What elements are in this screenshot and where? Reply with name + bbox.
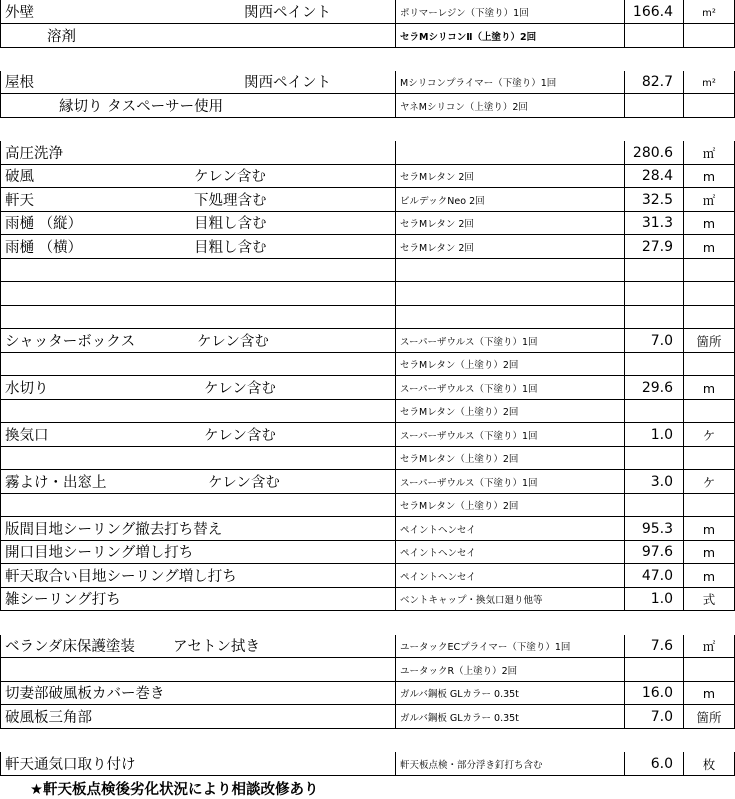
quantity-cell [625,588,684,611]
unit-cell [684,118,735,141]
item-name: 外壁 [5,4,34,21]
quantity-cell [625,212,684,235]
item-name-cell [0,658,396,682]
quantity-cell [625,494,684,517]
unit-cell [684,611,735,635]
quantity-cell [625,517,684,541]
item-note: 関西ペイント [244,4,331,21]
spec-text: スーパーザウルス（下塗り）1回 [400,383,538,395]
item-name-cell [0,705,396,729]
unit-cell [684,0,735,24]
item-name: 高圧洗浄 [5,145,63,162]
table-row [0,564,735,588]
quantity-cell [625,306,684,329]
unit-label: ㎡ [702,638,716,654]
spec-cell [396,306,625,329]
table-row [0,71,735,94]
quantity-cell [625,94,684,118]
quantity-value: 1.0 [650,591,673,607]
spec-text: ヤネMシリコン（上塗り）2回 [400,101,528,113]
quantity-value: 3.0 [650,474,673,490]
quantity-cell [625,752,684,776]
unit-cell [684,635,735,658]
item-name: ベランダ床保護塗装 [5,638,135,655]
item-name-cell [0,0,396,24]
spec-text: スーパーザウルス（下塗り）1回 [400,477,538,489]
item-name: 軒天取合い目地シーリング増し打ち [5,568,237,585]
spec-text: セラMレタン（上塗り）2回 [400,406,519,418]
spec-cell [396,470,625,494]
quantity-cell [625,141,684,165]
table-row [0,94,735,118]
spec-text: ユータックECプライマー（下塗り）1回 [400,641,571,653]
unit-label: m [702,521,716,537]
spec-text: スーパーザウルス（下塗り）1回 [400,430,538,442]
table-row [0,353,735,376]
item-name-cell [0,470,396,494]
item-note: 目粗し含む [194,215,267,232]
item-name-cell [0,588,396,611]
unit-cell [684,658,735,682]
quantity-cell [625,118,684,141]
spec-cell [396,118,625,141]
quantity-value: 280.6 [632,145,673,161]
quantity-cell [625,376,684,400]
item-name-cell [0,94,396,118]
spec-cell [396,564,625,588]
table-row [0,705,735,729]
quantity-cell [625,447,684,470]
spec-text: ベントキャップ・換気口廻り他等 [400,594,543,606]
spec-text: セラMレタン（上塗り）2回 [400,500,519,512]
item-name: 破風板三角部 [5,709,92,726]
unit-cell [684,71,735,94]
table-row [0,423,735,447]
quantity-cell [625,658,684,682]
quantity-cell [625,165,684,188]
spec-text: ビルデックNeo 2回 [400,195,485,207]
table-row [0,611,735,635]
quantity-value: 47.0 [641,568,673,584]
unit-label: ケ [702,427,716,443]
spec-cell [396,423,625,447]
table-row [0,259,735,282]
quantity-value: 27.9 [641,239,673,255]
spec-text: 軒天板点検・部分浮き釘打ち含む [400,759,543,771]
unit-label: m [702,568,716,584]
item-name-cell [0,517,396,541]
quantity-value: 7.6 [650,638,673,654]
footer-note-row [0,776,735,799]
quantity-value: 16.0 [641,685,673,701]
spec-cell [396,259,625,282]
unit-label: m [702,239,716,255]
item-name-cell [0,494,396,517]
item-name-cell [0,729,396,752]
item-name: シャッターボックス [5,333,136,350]
quantity-value: 166.4 [632,4,673,20]
item-name-cell [0,682,396,705]
item-name-cell [0,376,396,400]
item-name: 雨樋 （縦） [5,215,83,232]
spec-cell [396,353,625,376]
quantity-cell [625,71,684,94]
spec-cell [396,24,625,48]
item-name-cell [0,541,396,564]
spec-cell [396,376,625,400]
quantity-cell [625,635,684,658]
unit-label: ケ [702,474,716,490]
unit-cell [684,588,735,611]
quantity-cell [625,259,684,282]
unit-label: m [702,544,716,560]
spec-text: ペイントヘンセイ [400,571,476,583]
item-name: 水切り [5,380,49,397]
spec-text: セラMレタン 2回 [400,218,474,230]
quantity-cell [625,564,684,588]
table-row [0,329,735,353]
spec-cell [396,588,625,611]
unit-label: 箇所 [696,709,722,725]
item-name-cell [0,24,396,48]
spec-cell [396,611,625,635]
quantity-cell [625,329,684,353]
table-row [0,517,735,541]
spec-text: セラMレタン（上塗り）2回 [400,359,519,371]
unit-cell [684,729,735,752]
spec-text: ユータックR（上塗り）2回 [400,665,518,677]
quantity-cell [625,0,684,24]
item-note: 下処理含む [194,192,267,209]
item-name-cell [0,635,396,658]
spec-cell [396,682,625,705]
unit-cell [684,752,735,776]
spec-cell [396,48,625,71]
table-row [0,635,735,658]
item-name-cell [0,48,396,71]
item-name-cell [0,447,396,470]
quantity-cell [625,682,684,705]
item-name-cell [0,306,396,329]
item-name-cell [0,259,396,282]
item-name: 屋根 [5,74,34,91]
spec-cell [396,212,625,235]
unit-label: ㎡ [702,145,716,161]
spec-cell [396,635,625,658]
spec-cell [396,517,625,541]
table-row [0,494,735,517]
table-row [0,682,735,705]
item-name: 版間目地シーリング撤去打ち替え [5,521,223,538]
table-row [0,118,735,141]
item-note: 目粗し含む [194,239,267,256]
spec-text: セラMレタン（上塗り）2回 [400,453,519,465]
quantity-cell [625,470,684,494]
spec-cell [396,541,625,564]
table-row [0,141,735,165]
quantity-cell [625,282,684,306]
unit-cell [684,400,735,423]
spec-text: ペイントヘンセイ [400,547,476,559]
unit-cell [684,306,735,329]
spec-text: ペイントヘンセイ [400,524,476,536]
footer-note-cell [0,776,396,799]
spec-cell [396,329,625,353]
spec-cell [396,729,625,752]
item-name: 雑シーリング打ち [5,591,121,608]
quantity-value: 28.4 [641,168,673,184]
item-note: ケレン含む [204,427,276,444]
spec-cell [396,752,625,776]
unit-cell [684,188,735,212]
spec-text: Mシリコンプライマー（下塗り）1回 [400,77,557,89]
unit-label: m [702,685,716,701]
quantity-cell [625,188,684,212]
table-row [0,212,735,235]
unit-label: 枚 [702,756,716,772]
item-name: 軒天通気口取り付け [5,756,136,773]
item-note: ケレン含む [194,168,266,185]
quantity-value: 97.6 [641,544,673,560]
table-row [0,165,735,188]
unit-cell [684,165,735,188]
spec-cell [396,141,625,165]
quantity-value: 82.7 [641,74,673,90]
item-name-cell [0,165,396,188]
quantity-cell [625,400,684,423]
quantity-cell [625,235,684,259]
item-name: 軒天 [5,192,34,209]
quantity-cell [625,729,684,752]
unit-cell [684,141,735,165]
spec-cell [396,705,625,729]
unit-label: m [702,380,716,396]
quantity-value: 31.3 [641,215,673,231]
spec-text: セラMシリコンⅡ（上塗り）2回 [400,31,537,43]
table-row [0,400,735,423]
table-row [0,729,735,752]
quantity-value: 32.5 [641,192,673,208]
unit-label: 式 [702,591,716,607]
item-name-cell [0,423,396,447]
item-name-cell [0,400,396,423]
quantity-value: 7.0 [650,333,673,349]
unit-label: m² [702,8,716,19]
item-name-cell [0,212,396,235]
item-note: 関西ペイント [244,74,331,91]
table-row [0,24,735,48]
table-row [0,306,735,329]
table-row [0,470,735,494]
spec-cell [396,188,625,212]
quantity-value: 1.0 [650,427,673,443]
quantity-value: 6.0 [650,756,673,772]
spec-text: スーパーザウルス（下塗り）1回 [400,336,538,348]
item-name-cell [0,353,396,376]
table-row [0,752,735,776]
item-name-cell [0,235,396,259]
spec-cell [396,71,625,94]
unit-cell [684,705,735,729]
spec-cell [396,282,625,306]
quantity-cell [625,541,684,564]
spec-text: ガルバ鋼板 GLカラー 0.35t [400,688,519,700]
unit-label: m [702,215,716,231]
item-name-cell [0,752,396,776]
unit-cell [684,423,735,447]
unit-label: 箇所 [696,333,722,349]
unit-cell [684,541,735,564]
unit-cell [684,94,735,118]
unit-cell [684,470,735,494]
table-row [0,447,735,470]
unit-cell [684,376,735,400]
item-note: アセトン拭き [173,638,260,655]
quantity-cell [625,48,684,71]
spec-cell [396,447,625,470]
unit-cell [684,282,735,306]
item-name: 切妻部破風板カバー巻き [5,685,165,702]
quantity-cell [625,353,684,376]
table-row [0,588,735,611]
quantity-value: 95.3 [641,521,673,537]
unit-cell [684,447,735,470]
quantity-cell [625,423,684,447]
unit-label: m [702,168,716,184]
item-note: ケレン含む [204,380,276,397]
table-row [0,0,735,24]
item-name-cell [0,564,396,588]
spec-cell [396,94,625,118]
item-name-cell [0,71,396,94]
item-name-cell [0,118,396,141]
spec-text: セラMレタン 2回 [400,171,474,183]
spec-text: セラMレタン 2回 [400,242,474,254]
spec-text: ガルバ鋼板 GLカラー 0.35t [400,712,519,724]
item-note: ケレン含む [208,474,280,491]
unit-cell [684,24,735,48]
spec-text: ポリマーレジン（下塗り）1回 [400,7,529,19]
quantity-cell [625,611,684,635]
spec-cell [396,235,625,259]
item-name-cell [0,611,396,635]
quantity-value: 7.0 [650,709,673,725]
table-row [0,188,735,212]
unit-cell [684,235,735,259]
footer-note: ★軒天板点検後劣化状況により相談改修あり [30,781,319,798]
item-name: 雨樋 （横） [5,239,83,256]
unit-cell [684,259,735,282]
item-name: 溶剤 [47,28,76,45]
spec-cell [396,0,625,24]
item-name-cell [0,141,396,165]
table-row [0,235,735,259]
unit-cell [684,494,735,517]
table-row [0,376,735,400]
unit-cell [684,48,735,71]
table-row [0,282,735,306]
item-name: 換気口 [5,427,49,444]
spec-cell [396,165,625,188]
unit-label: ㎡ [702,192,716,208]
unit-cell [684,564,735,588]
unit-cell [684,517,735,541]
item-name: 開口目地シーリング増し打ち [5,544,194,561]
unit-label: m² [702,78,716,89]
quantity-cell [625,24,684,48]
spec-cell [396,494,625,517]
unit-cell [684,329,735,353]
table-row [0,48,735,71]
table-row [0,541,735,564]
item-name-cell [0,329,396,353]
item-name-cell [0,188,396,212]
unit-cell [684,212,735,235]
spec-cell [396,400,625,423]
quantity-value: 29.6 [641,380,673,396]
item-name: 縁切り タスペーサー使用 [59,98,224,115]
spec-cell [396,658,625,682]
item-name: 霧よけ・出窓上 [5,474,107,491]
item-name-cell [0,282,396,306]
unit-cell [684,682,735,705]
item-note: ケレン含む [197,333,269,350]
unit-cell [684,353,735,376]
table-row [0,658,735,682]
item-name: 破風 [5,168,34,185]
quantity-cell [625,705,684,729]
